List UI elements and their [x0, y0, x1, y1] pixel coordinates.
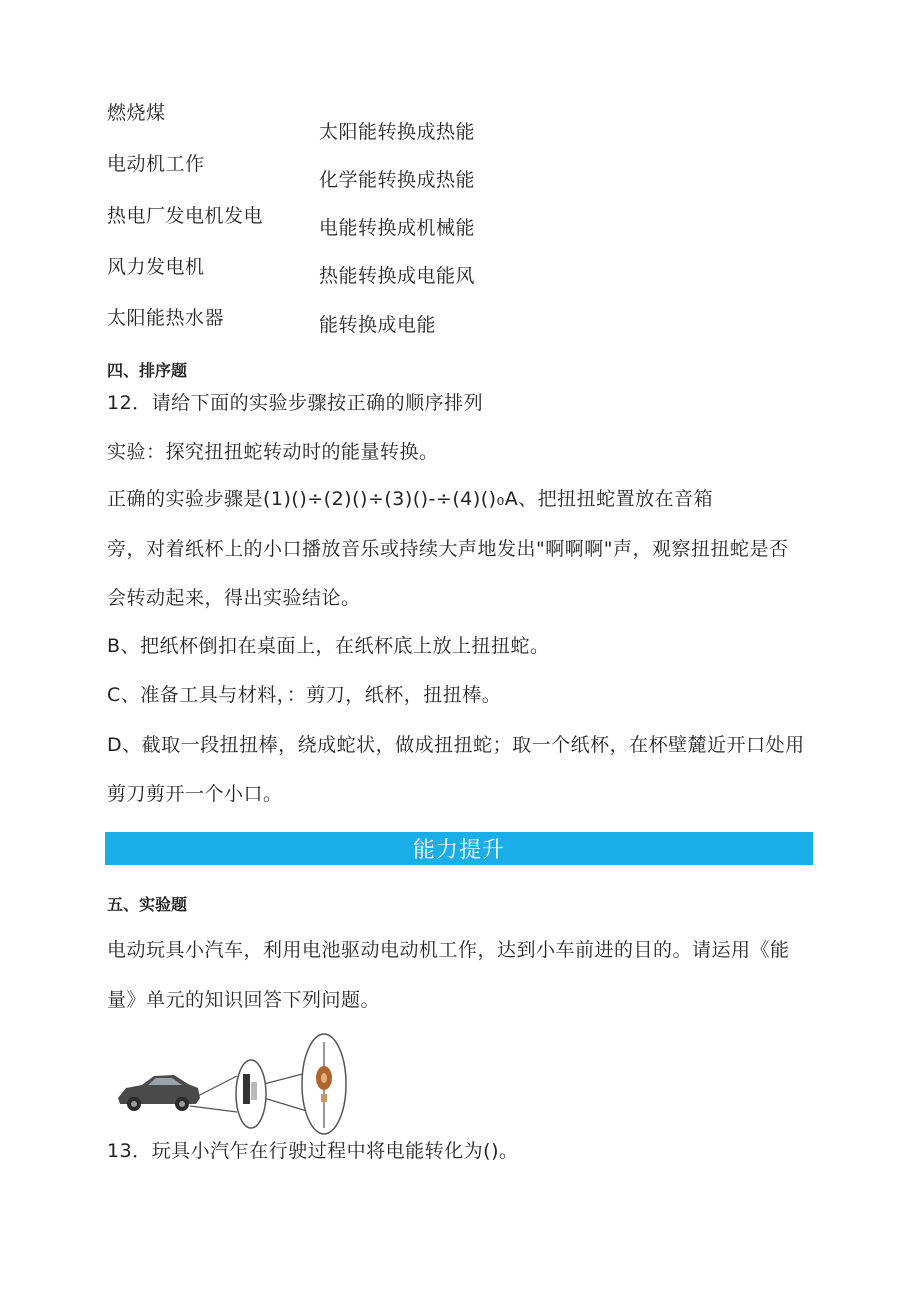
ability-banner: 能力提升	[105, 832, 813, 865]
steps-line: 正确的实验步骤是(1)()÷(2)()÷(3)()-÷(4)()₀A、把扭扭蛇置放在音箱	[107, 488, 714, 510]
step-d: D、截取一段扭扭棒，绕成蛇状，做成扭扭蛇；取一个纸杯，在杯壁麓近开口处用	[107, 734, 805, 756]
section-heading-sorting: 四、排序题	[107, 361, 188, 380]
question-13: 13．玩具小汽乍在行驶过程中将电能转化为()。	[107, 1140, 519, 1162]
matching-right-item: 电能转换成机械能	[319, 217, 476, 239]
matching-left-item: 电动机工作	[107, 153, 205, 175]
matching-right-item: 化学能转换成热能	[319, 169, 476, 191]
step-d-continued: 剪刀剪开一个小口。	[107, 783, 283, 805]
matching-right-item: 能转换成电能	[319, 314, 437, 336]
motor-callout	[236, 1060, 266, 1128]
armature-callout	[302, 1034, 346, 1134]
callout-line	[190, 1106, 237, 1112]
car-icon	[118, 1075, 200, 1111]
matching-left-item: 燃烧煤	[107, 102, 166, 124]
matching-left-item: 热电厂发电机发电	[107, 205, 264, 227]
matching-left-item: 太阳能热水器	[107, 307, 225, 329]
step-b: B、把纸杯倒扣在桌面上，在纸杯底上放上扭扭蛇。	[107, 635, 550, 657]
experiment-title: 实验：探究扭扭蛇转动时的能量转换。	[107, 441, 439, 463]
section-heading-experiment: 五、实验题	[107, 895, 188, 914]
steps-line: 会转动起来，得出实验结论。	[107, 587, 361, 609]
matching-left-item: 风力发电机	[107, 256, 205, 278]
steps-line: 旁，对着纸杯上的小口播放音乐或持续大声地发出"啊啊啊"声，观察扭扭蛇是否	[107, 538, 789, 560]
toy-car-motor-illustration	[112, 1028, 362, 1138]
intro-line: 量》单元的知识回答下列问题。	[107, 989, 381, 1011]
question-12: 12．请给下面的实验步骤按正确的顺序排列	[107, 392, 484, 414]
matching-right-item: 太阳能转换成热能	[319, 121, 476, 143]
matching-right-item: 热能转换成电能风	[319, 265, 476, 287]
intro-line: 电动玩具小汽车，利用电池驱动电动机工作，达到小车前进的目的。请运用《能	[107, 939, 790, 961]
step-c: C、准备工具与材料，：剪刀，纸杯，扭扭棒。	[107, 684, 502, 706]
